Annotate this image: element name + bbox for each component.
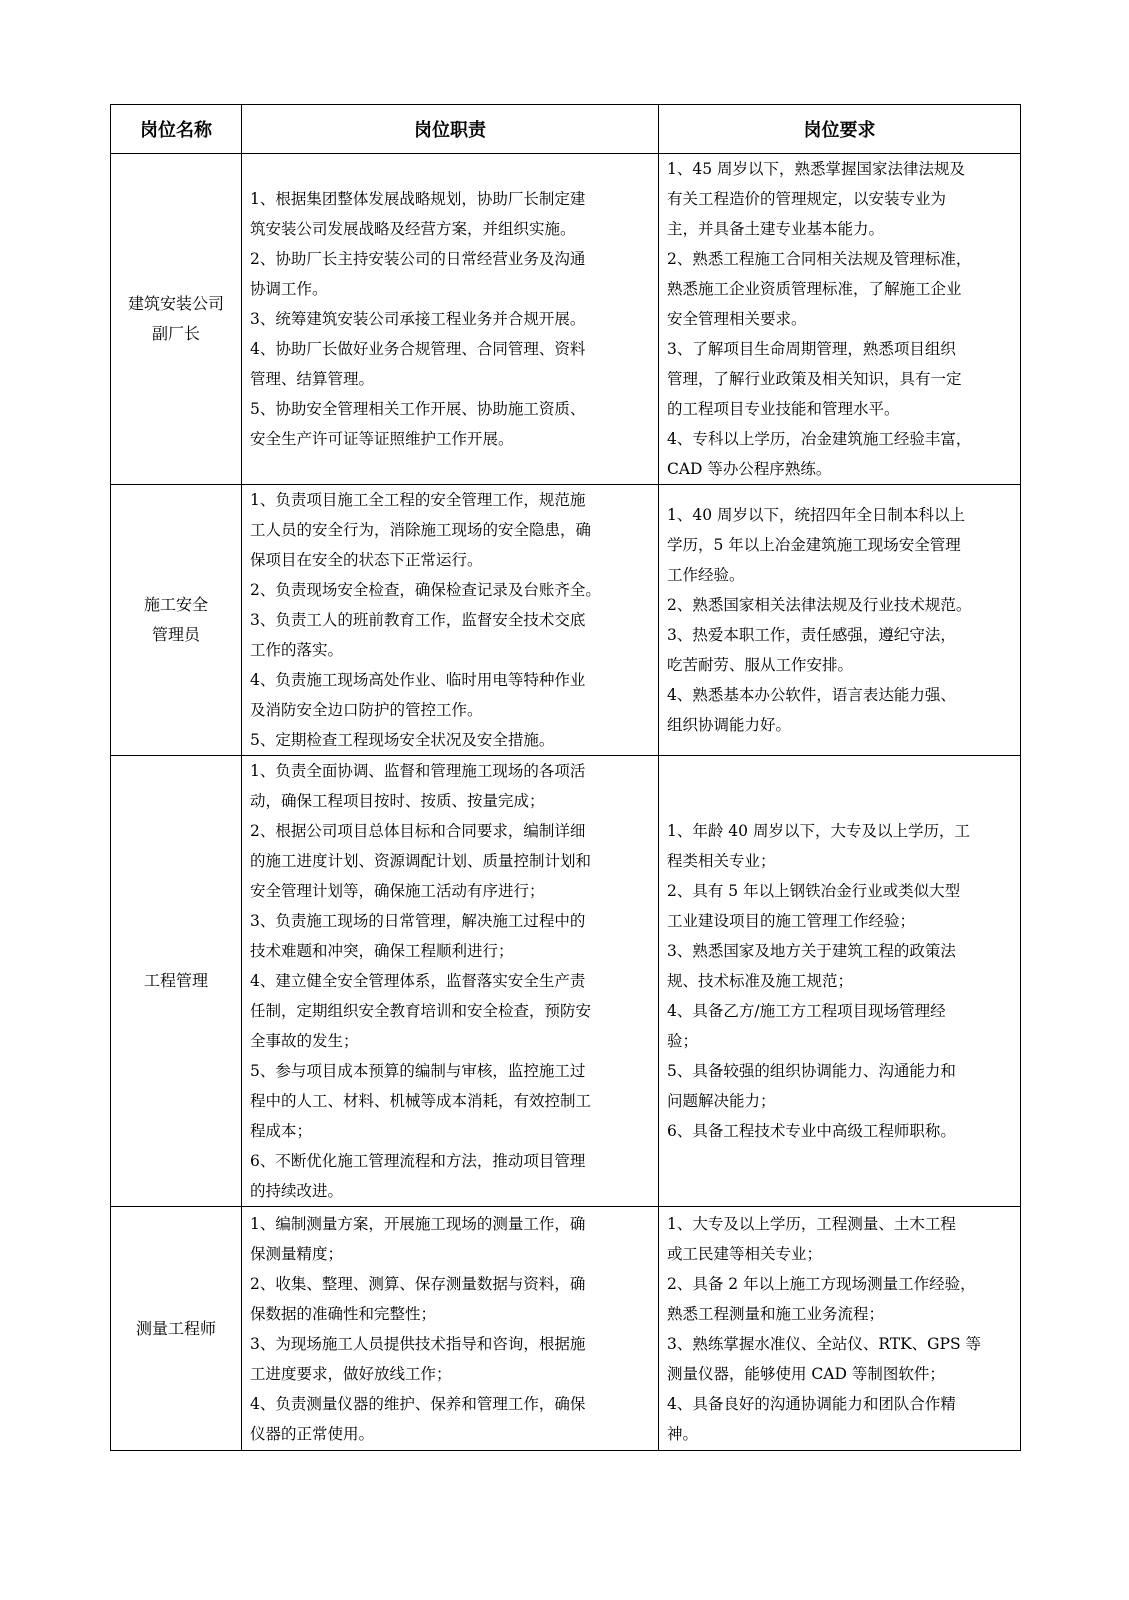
duty-line: 保项目在安全的状态下正常运行。 <box>250 551 483 569</box>
position-name-line: 建筑安装公司 <box>127 294 224 313</box>
requirements-cell <box>659 756 1021 1207</box>
requirement-line: 6、具备工程技术专业中高级工程师职称。 <box>667 1122 956 1140</box>
duty-line: 1、根据集团整体发展战略规划，协助厂长制定建 <box>250 190 586 208</box>
duty-line: 的施工进度计划、资源调配计划、质量控制计划和 <box>250 852 592 870</box>
duty-line: 3、为现场施工人员提供技术指导和咨询，根据施 <box>250 1334 586 1353</box>
requirement-line: CAD 等办公程序熟练。 <box>667 460 832 478</box>
duties-cell <box>242 154 659 485</box>
requirement-line: 1、40 周岁以下，统招四年全日制本科以上 <box>667 506 966 524</box>
requirement-line: 2、具有 5 年以上钢铁冶金行业或类似大型 <box>667 882 961 900</box>
table-row <box>111 756 1021 1207</box>
position-name-line: 管理员 <box>151 625 200 644</box>
requirement-line: 工业建设项目的施工管理工作经验； <box>667 912 916 930</box>
position-name-line: 副厂长 <box>151 324 200 343</box>
requirement-line: 熟悉施工企业资质管理标准，了解施工企业 <box>667 280 962 298</box>
requirement-line: 组织协调能力好。 <box>667 716 792 734</box>
duty-line: 保数据的准确性和完整性； <box>250 1304 437 1323</box>
position-name-cell <box>111 1207 242 1451</box>
requirements-cell <box>659 1207 1021 1451</box>
duty-line: 安全生产许可证等证照维护工作开展。 <box>250 430 514 448</box>
header-position-requirements: 岗位要求 <box>659 105 1021 154</box>
duty-line: 1、负责全面协调、监督和管理施工现场的各项活 <box>250 762 586 780</box>
duty-line: 5、协助安全管理相关工作开展、协助施工资质、 <box>250 400 586 418</box>
requirement-line: 学历，5 年以上冶金建筑施工现场安全管理 <box>667 536 961 554</box>
duty-line: 2、负责现场安全检查，确保检查记录及台账齐全。 <box>250 581 601 599</box>
duty-line: 工进度要求，做好放线工作； <box>250 1364 452 1383</box>
header-position-duties: 岗位职责 <box>242 105 659 154</box>
requirement-line: 问题解决能力； <box>667 1092 776 1110</box>
duty-line: 1、编制测量方案，开展施工现场的测量工作，确 <box>250 1214 586 1233</box>
requirement-line: 验； <box>667 1032 699 1050</box>
duty-line: 4、负责施工现场高处作业、临时用电等特种作业 <box>250 671 586 689</box>
requirement-line: 2、熟悉国家相关法律法规及行业技术规范。 <box>667 596 972 614</box>
duty-line: 工作的落实。 <box>250 641 344 659</box>
requirement-line: 3、熟练掌握水准仪、全站仪、RTK、GPS 等 <box>667 1334 982 1353</box>
position-name-line: 工程管理 <box>143 971 208 990</box>
requirement-line: 管理，了解行业政策及相关知识，具有一定 <box>667 370 962 388</box>
requirement-line: 有关工程造价的管理规定，以安装专业为 <box>667 190 947 208</box>
duty-line: 技术难题和冲突，确保工程顺利进行； <box>250 942 514 960</box>
requirement-line: 吃苦耐劳、服从工作安排。 <box>667 656 854 674</box>
duty-line: 程成本； <box>250 1122 313 1140</box>
requirement-line: 神。 <box>667 1424 699 1443</box>
duty-line: 仪器的正常使用。 <box>250 1424 375 1443</box>
header-position-name: 岗位名称 <box>111 105 242 154</box>
duty-line: 的持续改进。 <box>250 1182 344 1200</box>
positions-table <box>110 104 1021 1451</box>
requirement-line: 4、具备乙方/施工方工程项目现场管理经 <box>667 1002 946 1020</box>
requirement-line: 2、熟悉工程施工合同相关法规及管理标准， <box>667 250 972 268</box>
requirement-line: 3、热爱本职工作，责任感强，遵纪守法， <box>667 626 956 644</box>
duty-line: 4、负责测量仪器的维护、保养和管理工作，确保 <box>250 1394 586 1413</box>
duty-line: 程中的人工、材料、机械等成本消耗，有效控制工 <box>250 1092 592 1110</box>
position-name-cell <box>111 485 242 756</box>
duty-line: 3、负责施工现场的日常管理，解决施工过程中的 <box>250 912 586 930</box>
duty-line: 6、不断优化施工管理流程和方法，推动项目管理 <box>250 1152 586 1170</box>
requirements-cell <box>659 154 1021 485</box>
requirement-line: 3、了解项目生命周期管理，熟悉项目组织 <box>667 340 956 358</box>
requirement-line: 4、具备良好的沟通协调能力和团队合作精 <box>667 1394 956 1413</box>
requirement-line: 4、熟悉基本办公软件，语言表达能力强、 <box>667 686 956 704</box>
duty-line: 1、负责项目施工全工程的安全管理工作，规范施 <box>250 491 586 509</box>
requirement-line: 程类相关专业； <box>667 852 776 870</box>
duties-cell <box>242 485 659 756</box>
duty-line: 安全管理计划等，确保施工活动有序进行； <box>250 882 545 900</box>
duty-line: 3、统筹建筑安装公司承接工程业务并合规开展。 <box>250 310 586 328</box>
duty-line: 3、负责工人的班前教育工作，监督安全技术交底 <box>250 611 586 629</box>
duty-line: 5、定期检查工程现场安全状况及安全措施。 <box>250 731 555 749</box>
duty-line: 动，确保工程项目按时、按质、按量完成； <box>250 792 545 810</box>
requirements-cell <box>659 485 1021 756</box>
requirement-line: 熟悉工程测量和施工业务流程； <box>667 1304 885 1323</box>
duty-line: 协调工作。 <box>250 280 328 298</box>
requirement-line: 3、熟悉国家及地方关于建筑工程的政策法 <box>667 942 956 960</box>
position-name-cell <box>111 756 242 1207</box>
table-row <box>111 154 1021 485</box>
duty-line: 筑安装公司发展战略及经营方案，并组织实施。 <box>250 220 576 238</box>
requirement-line: 测量仪器，能够使用 CAD 等制图软件； <box>667 1364 945 1383</box>
duty-line: 管理、结算管理。 <box>250 370 375 388</box>
requirement-line: 工作经验。 <box>667 566 745 584</box>
requirement-line: 安全管理相关要求。 <box>667 310 807 328</box>
duty-line: 及消防安全边口防护的管控工作。 <box>250 701 483 719</box>
requirement-line: 1、45 周岁以下，熟悉掌握国家法律法规及 <box>667 160 966 178</box>
requirement-line: 2、具备 2 年以上施工方现场测量工作经验， <box>667 1274 976 1293</box>
duty-line: 工人员的安全行为，消除施工现场的安全隐患，确 <box>250 521 592 539</box>
duty-line: 保测量精度； <box>250 1244 344 1263</box>
table-row <box>111 1207 1021 1451</box>
duty-line: 4、建立健全安全管理体系，监督落实安全生产责 <box>250 972 586 990</box>
duty-line: 5、参与项目成本预算的编制与审核，监控施工过 <box>250 1062 586 1080</box>
requirement-line: 或工民建等相关专业； <box>667 1244 823 1263</box>
position-name-cell <box>111 154 242 485</box>
duty-line: 2、协助厂长主持安装公司的日常经营业务及沟通 <box>250 250 586 268</box>
duty-line: 全事故的发生； <box>250 1032 359 1050</box>
duty-line: 任制，定期组织安全教育培训和安全检查，预防安 <box>250 1002 592 1020</box>
duties-cell <box>242 1207 659 1451</box>
requirement-line: 主，并具备土建专业基本能力。 <box>667 220 885 238</box>
table-header-row <box>111 105 1021 154</box>
requirement-line: 的工程项目专业技能和管理水平。 <box>667 400 900 418</box>
requirement-line: 1、大专及以上学历，工程测量、土木工程 <box>667 1214 956 1233</box>
requirement-line: 规、技术标准及施工规范； <box>667 972 854 990</box>
requirement-line: 5、具备较强的组织协调能力、沟通能力和 <box>667 1062 956 1080</box>
duty-line: 4、协助厂长做好业务合规管理、合同管理、资料 <box>250 340 586 358</box>
table-row <box>111 485 1021 756</box>
requirement-line: 4、专科以上学历，冶金建筑施工经验丰富， <box>667 430 972 448</box>
duty-line: 2、收集、整理、测算、保存测量数据与资料，确 <box>250 1274 586 1293</box>
requirement-line: 1、年龄 40 周岁以下，大专及以上学历，工 <box>667 822 970 840</box>
position-name-line: 测量工程师 <box>135 1318 216 1338</box>
duties-cell <box>242 756 659 1207</box>
position-name-line: 施工安全 <box>143 595 208 614</box>
duty-line: 2、根据公司项目总体目标和合同要求，编制详细 <box>250 822 586 840</box>
